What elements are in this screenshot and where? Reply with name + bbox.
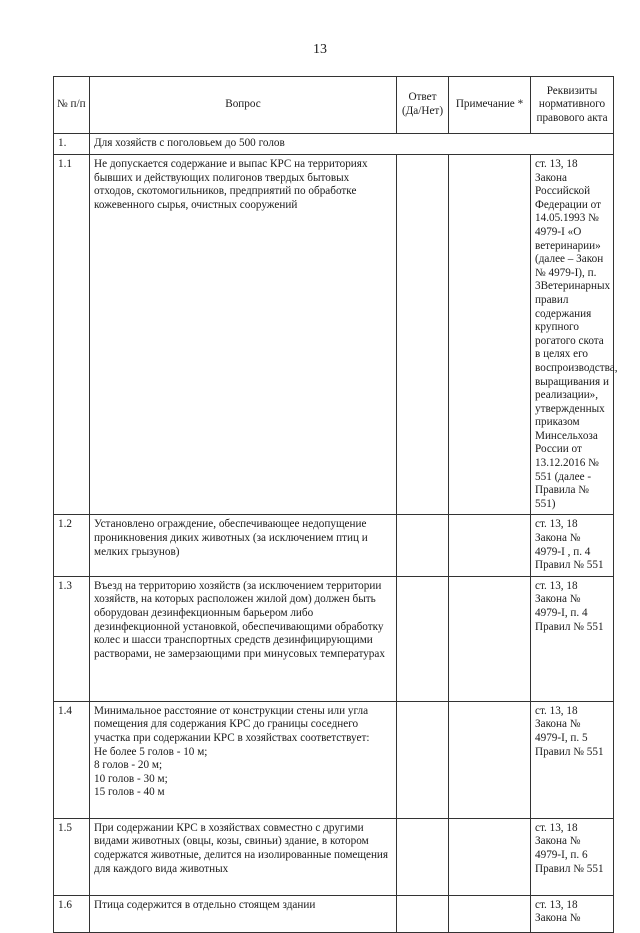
reference-cell: ст. 13, 18 Закона № 4979-I , п. 4 Правил № 551 xyxy=(531,515,614,576)
row-number: 1.3 xyxy=(54,576,90,701)
answer-cell[interactable] xyxy=(397,895,449,932)
section-title: Для хозяйств с поголовьем до 500 голов xyxy=(90,134,614,155)
section-row xyxy=(54,134,614,155)
row-number: 1.1 xyxy=(54,155,90,515)
distance-line: 10 голов - 30 м; xyxy=(94,772,168,785)
table-row xyxy=(54,701,614,818)
table-row xyxy=(54,155,614,515)
row-number: 1.6 xyxy=(54,895,90,932)
note-cell[interactable] xyxy=(449,515,531,576)
header-reference: Реквизиты нормативного правового акта xyxy=(531,77,614,134)
note-cell[interactable] xyxy=(449,155,531,515)
question-cell: При содержании КРС в хозяйствах совместно с другими видами животных (овцы, козы, свиньи) здание, в котором содержатся животные, делится на изолированные помещения для каждого вида животных xyxy=(90,818,397,895)
header-answer: Ответ (Да/Нет) xyxy=(397,77,449,134)
question-text: Минимальное расстояние от конструкции стены или угла помещения для содержания КРС до границы соседнего участка при содержании КРС в хозяйствах соответствует: xyxy=(94,704,370,744)
reference-cell: ст. 13, 18 Закона № 4979-I, п. 5 Правил № 551 xyxy=(531,701,614,818)
note-cell[interactable] xyxy=(449,701,531,818)
row-number: 1.5 xyxy=(54,818,90,895)
question-cell: Въезд на территорию хозяйств (за исключением территории хозяйств, на которых расположен жилой дом) должен быть оборудован дезинфекционным барьером либо дезинфекционной установкой, обеспечивающими обработку колес и шасси транспортных средств дезинфицирующими растворами, не замерзающими при минусовых температурах xyxy=(90,576,397,701)
answer-cell[interactable] xyxy=(397,515,449,576)
table-row xyxy=(54,576,614,701)
header-note: Примечание * xyxy=(449,77,531,134)
reference-cell: ст. 13, 18 Закона Российской Федерации от 14.05.1993 № 4979-I «О ветеринарии» (далее – Закон № 4979-I), п. 3Ветеринарных правил содержания крупного рогатого скота в целях его воспроизводства, выращивания и реализации», утвержденных приказом Минсельхоза России от 13.12.2016 № 551 (далее - Правила № 551) xyxy=(531,155,614,515)
table-row xyxy=(54,818,614,895)
answer-cell[interactable] xyxy=(397,155,449,515)
note-cell[interactable] xyxy=(449,895,531,932)
reference-cell: ст. 13, 18 Закона № 4979-I, п. 6 Правил № 551 xyxy=(531,818,614,895)
distance-line: Не более 5 голов - 10 м; xyxy=(94,745,208,758)
table-row xyxy=(54,895,614,932)
question-cell xyxy=(90,701,397,818)
reference-cell: ст. 13, 18 Закона № xyxy=(531,895,614,932)
table-header-row xyxy=(54,77,614,134)
row-number: 1.4 xyxy=(54,701,90,818)
page-number: 13 xyxy=(313,42,327,57)
distance-line: 15 голов - 40 м xyxy=(94,786,165,799)
note-cell[interactable] xyxy=(449,818,531,895)
answer-cell[interactable] xyxy=(397,818,449,895)
distance-line: 8 голов - 20 м; xyxy=(94,759,163,772)
question-cell: Установлено ограждение, обеспечивающее недопущение проникновения диких животных (за исключением птиц и мелких грызунов) xyxy=(90,515,397,576)
answer-cell[interactable] xyxy=(397,576,449,701)
question-cell: Птица содержится в отдельно стоящем здании xyxy=(90,895,397,932)
question-cell: Не допускается содержание и выпас КРС на территориях бывших и действующих полигонов твердых бытовых отходов, скотомогильников, предприятий по обработке кожевенного сырья, очистных сооружений xyxy=(90,155,397,515)
header-number: № п/п xyxy=(54,77,90,134)
answer-cell[interactable] xyxy=(397,701,449,818)
reference-cell: ст. 13, 18 Закона № 4979-I, п. 4 Правил № 551 xyxy=(531,576,614,701)
checklist-table xyxy=(53,76,618,933)
table-row xyxy=(54,515,614,576)
row-number: 1.2 xyxy=(54,515,90,576)
section-number: 1. xyxy=(54,134,90,155)
note-cell[interactable] xyxy=(449,576,531,701)
header-question: Вопрос xyxy=(90,77,397,134)
